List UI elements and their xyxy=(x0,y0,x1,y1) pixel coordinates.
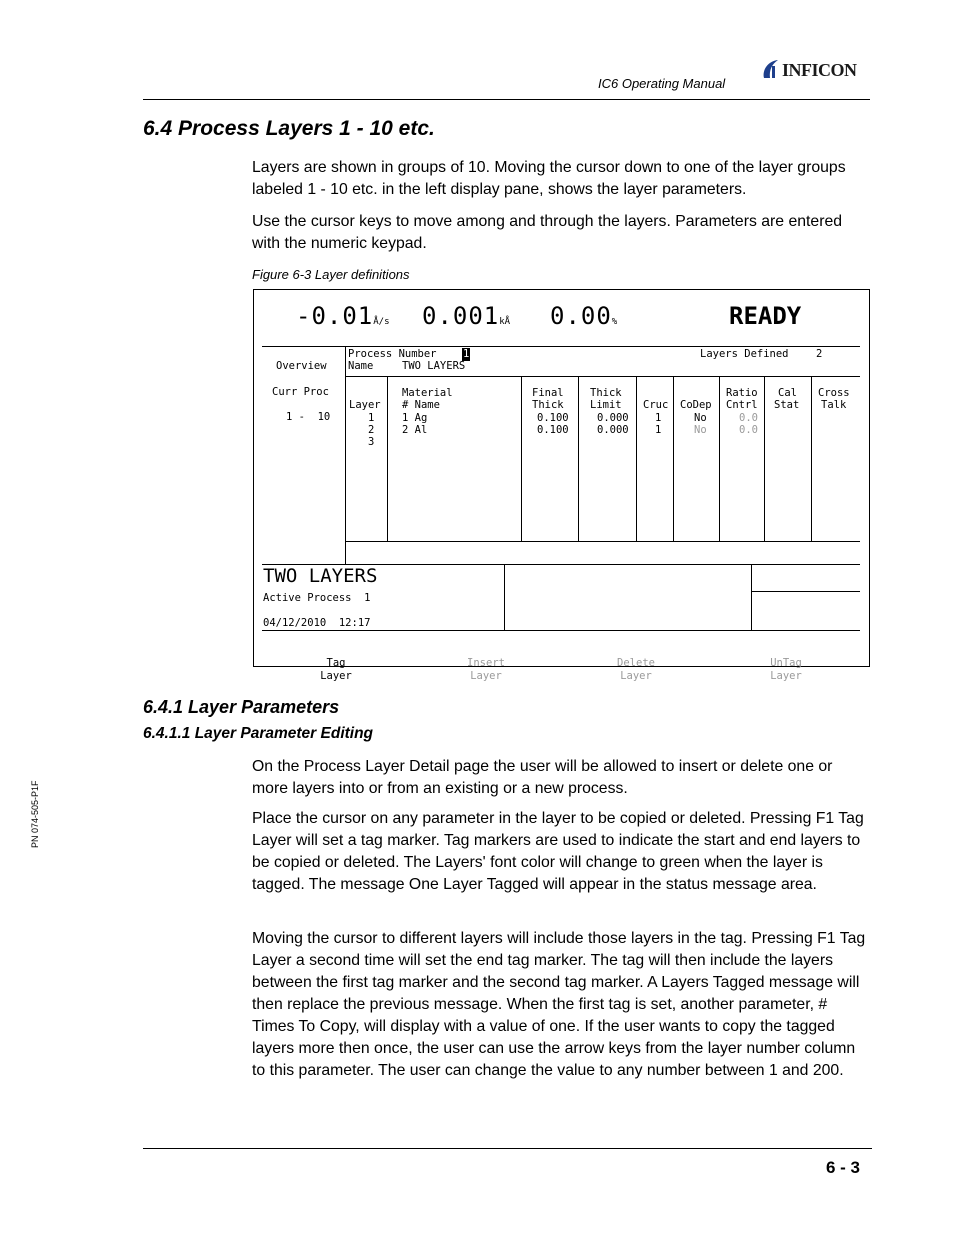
manual-title: IC6 Operating Manual xyxy=(598,76,726,91)
layer-number[interactable]: 2 xyxy=(368,424,375,436)
col-material-header-1: Material xyxy=(402,387,453,399)
col-final-header-2: Thick xyxy=(532,399,564,411)
status-title: TWO LAYERS xyxy=(263,565,378,587)
layer-1-ratio: 0.0 xyxy=(739,412,758,424)
paragraph-top-1: Layers are shown in groups of 10. Moving the cursor down to one of the layer groups labeled 1 - 10 etc. in the left display pane, shows the layer parameters. xyxy=(252,159,846,198)
inficon-logo xyxy=(760,58,872,84)
table-top-border xyxy=(345,376,860,377)
status-divider xyxy=(504,564,505,630)
softkey-border xyxy=(262,630,860,631)
col-material-header-2: # Name xyxy=(402,399,440,411)
col-divider xyxy=(673,376,674,541)
status-divider xyxy=(751,591,860,592)
footer-rule xyxy=(143,1148,872,1149)
layer-2-final-thick[interactable]: 0.100 xyxy=(537,424,569,436)
inficon-logo-icon xyxy=(760,58,782,82)
col-cruc-header: Cruc xyxy=(643,399,669,411)
layer-1-thick-limit[interactable]: 0.000 xyxy=(597,412,629,424)
overview-item[interactable]: Overview xyxy=(276,360,327,372)
process-name-field[interactable]: TWO LAYERS xyxy=(402,360,466,372)
layer-2-thick-limit[interactable]: 0.000 xyxy=(597,424,629,436)
process-number-field[interactable]: 1 xyxy=(463,348,470,360)
subsubsection-title: 6.4.1.1 Layer Parameter Editing xyxy=(143,725,374,742)
col-limit-header-1: Thick xyxy=(590,387,622,399)
col-layer-header: Layer xyxy=(349,399,381,411)
layer-group-1-10[interactable]: 1 - 10 xyxy=(286,411,331,423)
page-number: 6 - 3 xyxy=(826,1158,861,1177)
layer-2-cruc[interactable]: 1 xyxy=(655,424,662,436)
layer-1-final-thick[interactable]: 0.100 xyxy=(537,412,569,424)
layers-defined-label: Layers Defined xyxy=(700,348,789,360)
layer-1-material[interactable]: 1 Ag xyxy=(402,412,428,424)
curr-proc-label: Curr Proc xyxy=(272,386,329,398)
col-divider xyxy=(811,376,812,541)
col-limit-header-2: Limit xyxy=(590,399,622,411)
header-rule xyxy=(143,99,870,100)
layer-2-ratio: 0.0 xyxy=(739,424,758,436)
col-final-header-1: Final xyxy=(532,387,564,399)
col-divider xyxy=(387,376,388,541)
paragraph-bottom-3: Moving the cursor to different layers will include those layers in the tag. Pressing F1 Tag Layer a second time will set the end tag marker. The tag will then include the layers between the first tag marker and the second tag marker. A Layers Tagged message will then replace the previous message. When the first tag is set, another parameter, # Times To Copy, will display with a value of one. If the user wants to copy the tagged layers more then once, the user can use the arrow keys from the layer number column to this parameter. The user can change the value to any number between 1 and 200. xyxy=(252,930,866,1079)
layer-number[interactable]: 3 xyxy=(368,436,375,448)
percent-readout: 0.00% xyxy=(550,302,618,330)
active-process: Active Process 1 xyxy=(263,592,371,604)
table-bottom-border xyxy=(345,541,860,542)
softkey-tag-layer[interactable]: Tag Layer xyxy=(320,657,352,682)
col-cal-header-2: Stat xyxy=(774,399,800,411)
col-cross-header-2: Talk xyxy=(821,399,847,411)
figure-caption: Figure 6-3 Layer definitions xyxy=(252,267,410,282)
date-time: 04/12/2010 12:17 xyxy=(263,617,371,629)
layer-2-material[interactable]: 2 Al xyxy=(402,424,428,436)
process-number-label: Process Number xyxy=(348,348,437,360)
col-divider xyxy=(578,376,579,541)
layer-1-cruc[interactable]: 1 xyxy=(655,412,662,424)
col-codep-header: CoDep xyxy=(680,399,712,411)
col-divider xyxy=(521,376,522,541)
col-divider xyxy=(764,376,765,541)
layer-2-codep: No xyxy=(694,424,707,436)
layer-definitions-screen xyxy=(253,289,870,682)
status-ready: READY xyxy=(729,302,802,330)
softkey-delete-layer[interactable]: Delete Layer xyxy=(617,657,655,682)
col-ratio-header-1: Ratio xyxy=(726,387,758,399)
layer-number[interactable]: 1 xyxy=(368,412,375,424)
layer-1-codep[interactable]: No xyxy=(694,412,707,424)
logo-text: INFICON xyxy=(782,60,857,80)
col-divider xyxy=(636,376,637,541)
paragraph-bottom-1: On the Process Layer Detail page the user will be allowed to insert or delete one or more layers into or from an existing or a new process. xyxy=(252,758,833,797)
softkey-insert-layer[interactable]: Insert Layer xyxy=(467,657,505,682)
softkey-untag-layer[interactable]: UnTag Layer xyxy=(770,657,802,682)
paragraph-bottom-2: Place the cursor on any parameter in the layer to be copied or deleted. Pressing F1 Tag Layer will set a tag marker. Tag markers are used to indicate the start and end layers to be copied or deleted. The Layers' font color will change to green when the layer is tagged. The message One Layer Tagged will appear in the status message area. xyxy=(252,810,864,893)
name-label: Name xyxy=(348,360,374,372)
screen-divider xyxy=(262,346,860,347)
layers-defined-value: 2 xyxy=(816,348,823,360)
rate-readout: -0.01Å/s xyxy=(296,302,390,330)
thickness-readout: 0.001kÅ xyxy=(422,302,511,330)
col-ratio-header-2: Cntrl xyxy=(726,399,758,411)
subsection-title: 6.4.1 Layer Parameters xyxy=(143,697,340,717)
paragraph-top-2: Use the cursor keys to move among and through the layers. Parameters are entered with the numeric keypad. xyxy=(252,213,843,252)
status-divider xyxy=(751,564,752,630)
left-pane-border xyxy=(345,346,346,564)
col-cross-header-1: Cross xyxy=(818,387,850,399)
col-cal-header-1: Cal xyxy=(778,387,797,399)
part-number: PN 074-505-P1F xyxy=(30,780,40,848)
col-divider xyxy=(719,376,720,541)
section-title: 6.4 Process Layers 1 - 10 etc. xyxy=(143,117,435,140)
